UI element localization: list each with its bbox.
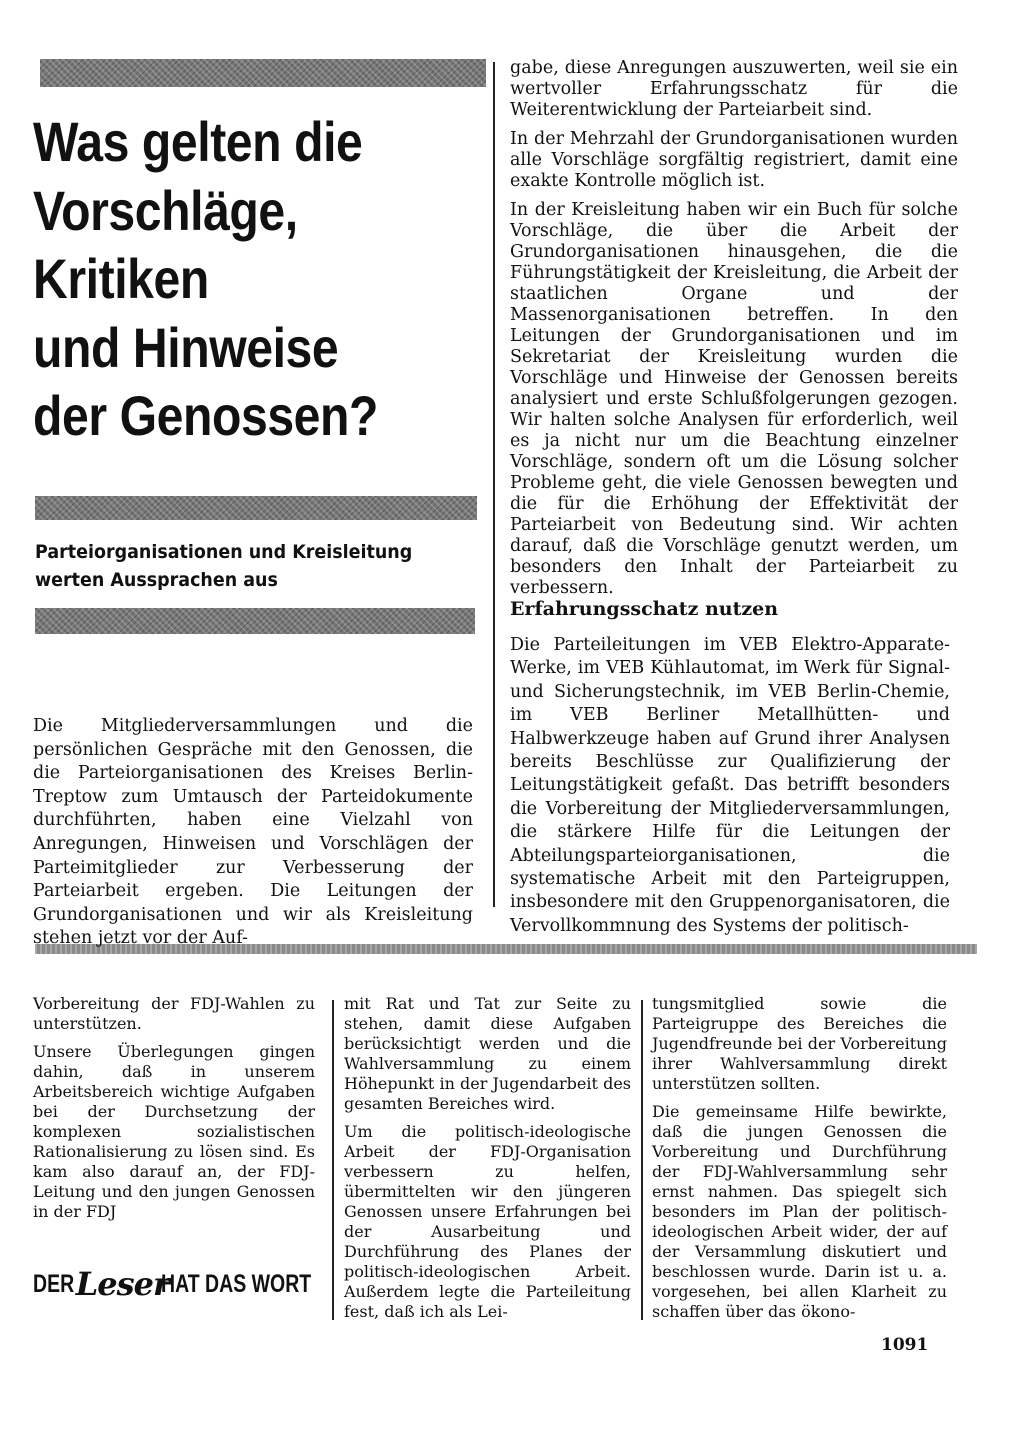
headline-line: und Hinweise bbox=[33, 315, 339, 379]
paragraph: In der Kreisleitung haben wir ein Buch für solche Vorschläge, die über die Arbeit der Grundorganisationen hinausgehen, die die Führungstätigkeit der Kreisleitung, die Arbeit der staatlichen Organe und der Massenorganisationen betreffen. In den Leitungen der Grundorganisationen und im Sekretariat der Kreisleitung wurden die Vorschläge und Hinweise der Genossen bereits analysiert und erste Schlußfolgerungen gezogen. Wir halten solche Analysen für erforderlich, weil es ja nicht nur um die Beachtung einzelner Vorschläge, sondern oft um die Lösung solcher Probleme geht, die viele Genossen bewegten und die für die Erhöhung der Effektivität der Parteiarbeit von Bedeutung sind. Wir achten darauf, daß die Vorschläge genutzt werden, um besonders den Inhalt der Parteiarbeit zu verbessern. bbox=[510, 200, 958, 598]
headline-line: der Genossen? bbox=[33, 384, 379, 447]
section-heading: Erfahrungsschatz nutzen bbox=[510, 598, 779, 620]
headline-line: Was gelten die bbox=[33, 110, 363, 173]
paragraph: mit Rat und Tat zur Seite zu stehen, damit diese Aufgaben berücksichtigt werden und die Wahlversammlung zu einem Höhepunkt in der Jugendarbeit des gesamten Bereiches wird. bbox=[344, 994, 631, 1113]
paragraph: Unsere Überlegungen gingen dahin, daß in unserem Arbeitsbereich wichtige Aufgaben bei der Durchsetzung der komplexen sozialistischen Rationalisierung zu lösen sind. Es kam also darauf an, der FDJ-Leitung und den jungen Genossen in der FDJ bbox=[33, 1042, 315, 1221]
letter-column-1 bbox=[33, 994, 315, 1230]
headline-line: Kritiken bbox=[33, 247, 209, 310]
intro-paragraph: Die Mitgliederversammlungen und die persönlichen Gespräche mit den Genossen, die die Parteiorganisationen des Kreises Berlin-Treptow zum Umtausch der Parteidokumente durchführten, haben eine Vielzahl von Anregungen, Hinweisen und Vorschlägen der Parteimitglieder zur Verbesserung der Parteiarbeit ergeben. Die Leitungen der Grundorganisationen und wir als Kreisleitung stehen jetzt vor der Auf- bbox=[33, 716, 473, 949]
letter-column-rule-2 bbox=[641, 1000, 643, 1320]
paragraph: Die gemeinsame Hilfe bewirkte, daß die jungen Genossen die Vorbereitung und Durchführung der FDJ-Wahlversammlung sehr ernst nahmen. Das spiegelt sich besonders im Plan der politisch-ideologischen Arbeit wider, der auf der Versammlung diskutiert und beschlossen wurde. Darin ist u. a. vorgesehen, bei allen Klarheit zu schaffen über das ökono- bbox=[652, 1102, 947, 1321]
top-banner-bar bbox=[40, 59, 486, 87]
subheadline-line: werten Aussprachen aus bbox=[35, 569, 278, 591]
masthead-rest: HAT DAS WORT bbox=[160, 1269, 312, 1298]
leser-masthead-logo bbox=[33, 1262, 323, 1306]
masthead-script: Leser bbox=[75, 1265, 169, 1303]
page-number: 1091 bbox=[881, 1335, 929, 1355]
headline-divider-bar bbox=[35, 496, 477, 520]
right-column-top bbox=[510, 58, 958, 607]
paragraph: In der Mehrzahl der Grundorganisationen wurden alle Vorschläge sorgfältig registriert, damit eine exakte Kontrolle möglich ist. bbox=[510, 129, 958, 191]
headline-line: Vorschläge, bbox=[33, 178, 298, 242]
paragraph: Um die politisch-ideologische Arbeit der FDJ-Organisation verbessern zu helfen, übermittelten wir den jüngeren Genossen unsere Erfahrungen bei der Ausarbeitung und Durchführung des Planes der politisch-ideologischen Arbeit. Außerdem legte die Parteileitung fest, daß ich als Lei- bbox=[344, 1122, 631, 1321]
column-rule bbox=[493, 62, 495, 907]
subhead-divider-bar bbox=[35, 608, 475, 634]
right-column-section-text: Die Parteileitungen im VEB Elektro-Apparate-Werke, im VEB Kühlautomat, im Werk für Signal- und Sicherungstechnik, im VEB Berlin-Chemie, im VEB Berliner Metallhütten- und Halbwerkzeuge haben auf Grund ihrer Analysen bereits Beschlüsse zur Qualifizierung der Leitungstätigkeit gefaßt. Das betrifft besonders die Vorbereitung der Mitgliederversammlungen, die stärkere Hilfe für die Leitungen der Abteilungsparteiorganisationen, die systematische Arbeit mit den Parteigruppen, insbesondere mit den Gruppenorganisatoren, die Vervollkommnung des Systems der politisch- bbox=[510, 635, 950, 936]
paragraph: tungsmitglied sowie die Parteigruppe des Bereiches die Jugendfreunde bei der Vorbereitung ihrer Wahlversammlung direkt unterstützen sollten. bbox=[652, 994, 947, 1093]
subheadline-line: Parteiorganisationen und Kreisleitung bbox=[35, 541, 413, 563]
letter-column-3 bbox=[652, 994, 947, 1330]
article-subheadline bbox=[35, 538, 455, 594]
masthead-der: DER bbox=[33, 1269, 75, 1298]
paragraph: Vorbereitung der FDJ-Wahlen zu unterstützen. bbox=[33, 994, 315, 1033]
article-headline bbox=[33, 108, 483, 451]
paragraph: gabe, diese Anregungen auszuwerten, weil sie ein wertvoller Erfahrungsschatz für die Weiterentwicklung der Parteiarbeit sind. bbox=[510, 58, 958, 120]
letter-column-rule-1 bbox=[332, 1000, 334, 1320]
letter-column-2 bbox=[344, 994, 631, 1330]
